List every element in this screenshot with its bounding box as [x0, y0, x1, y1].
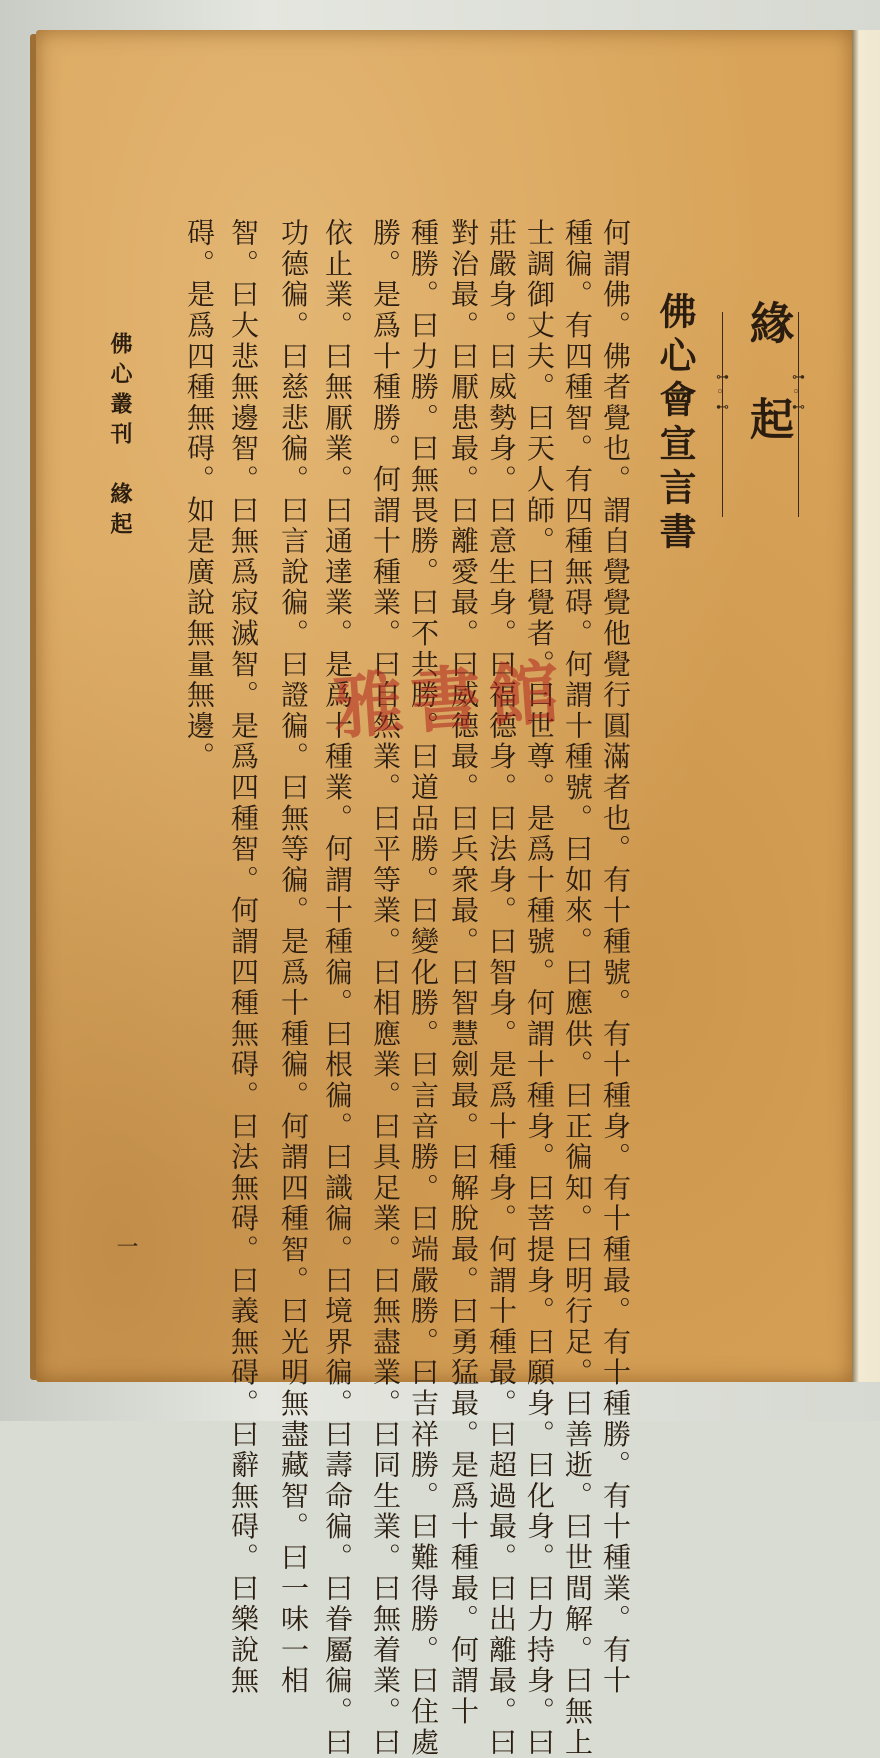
collector-seal-stamp: 雅書館: [330, 649, 570, 750]
body-column: 依止業。曰無厭業。曰通達業。是爲十種業。何謂十種徧。曰根徧。曰識徧。曰境界徧。曰壽命徧。曰眷屬徧。曰: [321, 218, 354, 1758]
body-column: 對治最。曰厭患最。曰離愛最。曰威德最。曰兵衆最。曰智慧劍最。曰解脫最。曰勇猛最。是爲十種最。何謂十: [447, 218, 480, 1728]
body-column: 何謂佛。佛者覺也。謂自覺覺他覺行圓滿者也。有十種號。有十種身。有十種最。有十種勝。有十種業。有十: [599, 218, 632, 1697]
heading-ornament-right: ⊶ ◦ ⊷: [792, 370, 805, 415]
body-column: 種勝。曰力勝。曰無畏勝。曰不共勝。曰道品勝。曰變化勝。曰言音勝。曰端嚴勝。曰吉祥勝。曰難得勝。曰住處: [407, 218, 440, 1758]
page-number: 一: [113, 1235, 138, 1257]
body-column: 功德徧。曰慈悲徧。曰言說徧。曰證徧。曰無等徧。是爲十種徧。何謂四種智。曰光明無盡藏智。曰一味一相: [277, 218, 310, 1697]
body-column: 種徧。有四種智。有四種無碍。何謂十種號。曰如來。曰應供。曰正徧知。曰明行足。曰善逝。曰世間解。曰無上: [561, 218, 594, 1758]
body-column: 智。曰大悲無邊智。曰無爲寂滅智。是爲四種智。何謂四種無碍。曰法無碍。曰義無碍。曰辭無碍。曰樂說無: [227, 218, 260, 1697]
document-title: 佛心會宣言書: [653, 292, 697, 556]
body-column: 勝。是爲十種勝。何謂十種業。曰自然業。曰平等業。曰相應業。曰具足業。曰無盡業。曰同生業。曰無着業。曰: [369, 218, 402, 1758]
next-page-edge: [852, 30, 880, 1382]
body-column: 士調御丈夫。曰天人師。曰覺者。曰世尊。是爲十種號。何謂十種身。曰菩提身。曰願身。曰化身。曰力持身。曰: [523, 218, 556, 1758]
body-column: 碍。是爲四種無碍。如是廣說無量無邊。: [183, 218, 216, 773]
running-footer: 佛心叢刊 緣起: [107, 332, 133, 542]
heading-ornament-left: ⊶ ◦ ⊷: [716, 370, 729, 415]
heading-title: 緣起: [742, 300, 793, 492]
body-column: 莊嚴身。曰威勢身。曰意生身。曰福德身。曰法身。曰智身。是爲十種身。何謂十種最。曰超過最。曰出離最。曰: [485, 218, 518, 1758]
